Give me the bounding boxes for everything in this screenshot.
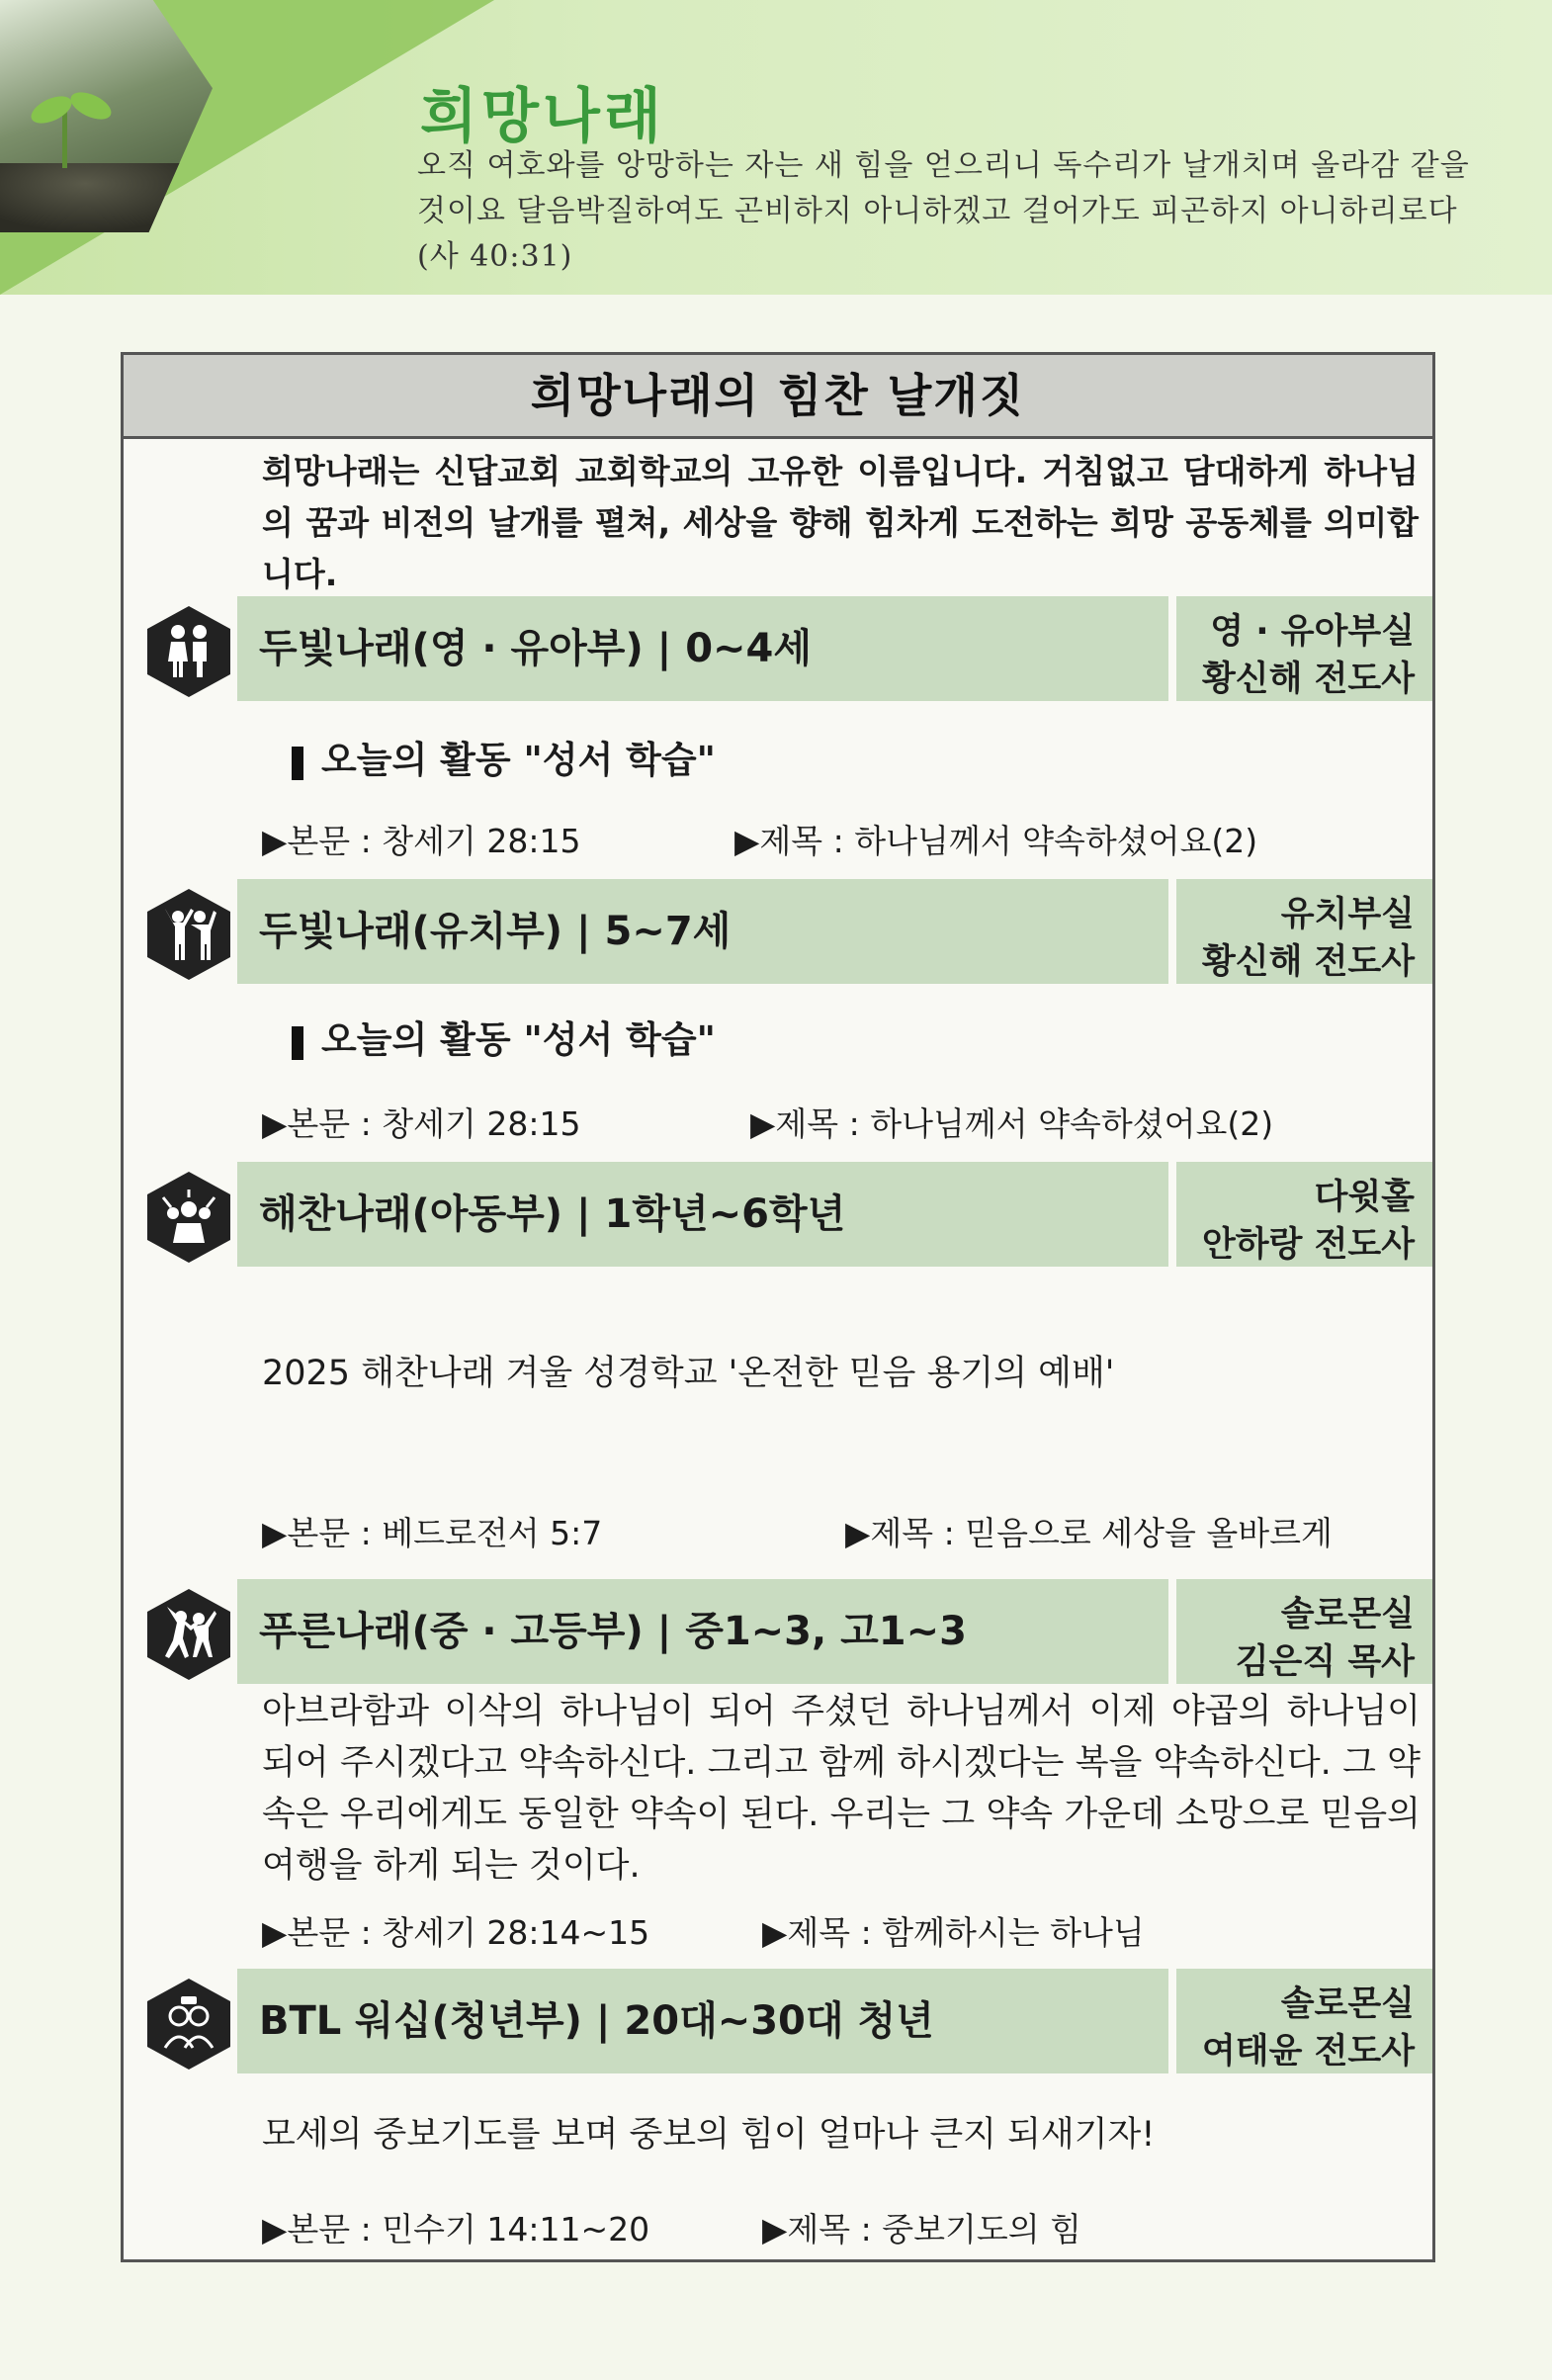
room-bar bbox=[1176, 596, 1432, 701]
bullet-mark bbox=[292, 1026, 303, 1060]
bullet-mark bbox=[292, 747, 303, 780]
dept-name: BTL 워십(청년부) | 20대~30대 청년 bbox=[259, 1998, 934, 2044]
room-name: 다윗홀 bbox=[1314, 1178, 1415, 1217]
room-name: 솔로몬실 bbox=[1280, 1595, 1415, 1634]
staff-name: 황신해 전도사 bbox=[1201, 660, 1415, 699]
sermon-title: ▶제목 : 중보기도의 힘 bbox=[762, 2210, 1081, 2248]
intro-text: 희망나래는 신답교회 교회학교의 고유한 이름입니다. 거침없고 담대하게 하나님의 꿈과 비전의 날개를 펼쳐, 세상을 향해 힘차게 도전하는 희망 공동체를 의미합니다. bbox=[262, 452, 1419, 593]
room-bar bbox=[1176, 1579, 1432, 1684]
kids-raising-hands-icon bbox=[147, 889, 230, 980]
ministry-box bbox=[121, 352, 1435, 2262]
dept-bar bbox=[237, 1579, 1168, 1684]
young-adults-icon bbox=[147, 1979, 230, 2070]
dept-name: 해찬나래(아동부) | 1학년~6학년 bbox=[259, 1191, 846, 1237]
dept-name: 두빛나래(영 · 유아부) | 0~4세 bbox=[259, 626, 813, 671]
scripture-reference: ▶본문 : 창세기 28:15 bbox=[262, 1104, 581, 1143]
group-cheer-icon bbox=[147, 1172, 230, 1263]
dept-name: 두빛나래(유치부) | 5~7세 bbox=[259, 909, 732, 954]
bible-verse: 오직 여호와를 앙망하는 자는 새 힘을 얻으리니 독수리가 날개치며 올라감 같을 것이요 달음박질하여도 곤비하지 아니하겠고 걸어가도 피곤하지 아니하리로다(사 40:31) bbox=[417, 148, 1470, 274]
scripture-reference: ▶본문 : 베드로전서 5:7 bbox=[262, 1514, 603, 1552]
sermon-title: ▶제목 : 믿음으로 세상을 올바르게 bbox=[845, 1514, 1333, 1552]
box-title: 희망나래의 힘찬 날개짓 bbox=[124, 355, 1432, 439]
staff-name: 김은직 목사 bbox=[1235, 1642, 1415, 1682]
dept-bar bbox=[237, 879, 1168, 984]
staff-name: 황신해 전도사 bbox=[1201, 942, 1415, 982]
activity-heading bbox=[292, 1010, 716, 1063]
dept-bar bbox=[237, 1969, 1168, 2073]
section-description: 모세의 중보기도를 보며 중보의 힘이 얼마나 큰지 되새기자! bbox=[262, 2115, 1156, 2155]
dept-bar bbox=[237, 596, 1168, 701]
sermon-title: ▶제목 : 하나님께서 약속하셨어요(2) bbox=[750, 1104, 1274, 1143]
activity-text: 오늘의 활동 "성서 학습" bbox=[321, 738, 716, 781]
page-title: 희망나래 bbox=[420, 82, 665, 151]
room-bar bbox=[1176, 1969, 1432, 2073]
room-name: 솔로몬실 bbox=[1280, 1984, 1415, 2024]
room-name: 영 · 유아부실 bbox=[1210, 612, 1415, 652]
sermon-title: ▶제목 : 하나님께서 약속하셨어요(2) bbox=[734, 822, 1258, 860]
children-icon bbox=[147, 606, 230, 697]
staff-name: 안하랑 전도사 bbox=[1201, 1225, 1415, 1265]
activity-text: 오늘의 활동 "성서 학습" bbox=[321, 1017, 716, 1061]
scripture-reference: ▶본문 : 창세기 28:14~15 bbox=[262, 1913, 650, 1952]
room-name: 유치부실 bbox=[1280, 895, 1415, 934]
section-description: 2025 해찬나래 겨울 성경학교 '온전한 믿음 용기의 예배' bbox=[262, 1354, 1115, 1393]
activity-heading bbox=[292, 730, 716, 783]
header-banner bbox=[0, 0, 1552, 295]
room-bar bbox=[1176, 1162, 1432, 1267]
dept-name: 푸른나래(중 · 고등부) | 중1~3, 고1~3 bbox=[259, 1609, 967, 1654]
youth-jumping-icon bbox=[147, 1589, 230, 1680]
scripture-reference: ▶본문 : 민수기 14:11~20 bbox=[262, 2210, 650, 2248]
section-description: 아브라함과 이삭의 하나님이 되어 주셨던 하나님께서 이제 야곱의 하나님이 되어 주시겠다고 약속하신다. 그리고 함께 하시겠다는 복을 약속하신다. 그 약속은 우리에게도 동일한 약속이 된다. 우리는 그 약속 가운데 소망으로 믿음의 여행을 하게 되는 것이다. bbox=[262, 1692, 1421, 1886]
dept-bar bbox=[237, 1162, 1168, 1267]
scripture-reference: ▶본문 : 창세기 28:15 bbox=[262, 822, 581, 860]
sermon-title: ▶제목 : 함께하시는 하나님 bbox=[762, 1913, 1145, 1952]
staff-name: 여태윤 전도사 bbox=[1201, 2032, 1415, 2071]
room-bar bbox=[1176, 879, 1432, 984]
